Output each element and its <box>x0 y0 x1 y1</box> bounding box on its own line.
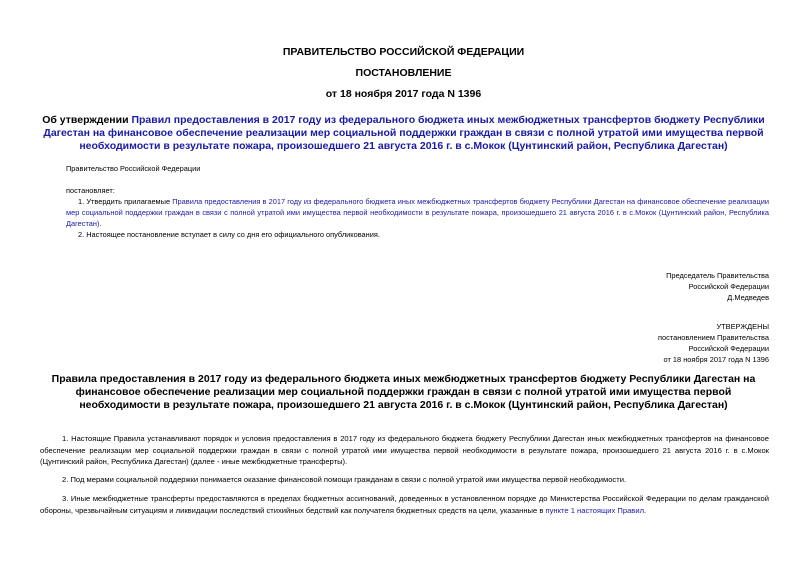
document-title <box>28 114 779 153</box>
rule-3-link[interactable]: пункте 1 настоящих Правил <box>545 505 645 515</box>
title-link[interactable]: Правил предоставления в 2017 году из федерального бюджета иных межбюджетных трансфертов бюджету Республики Дагестан на финансовое обеспечение реализации мер социальной поддержки граждан в связи с полной утратой ими имущества первой необходимости в результате пожара, произошедшего 21 августа 2016 г. в с.Мокок (Цунтинский район, Республика Дагестан) <box>43 114 765 152</box>
date-number-heading: от 18 ноября 2017 года N 1396 <box>325 88 482 100</box>
signature-position-1: Председатель Правительства <box>666 271 769 280</box>
approved-line-4: от 18 ноября 2017 года N 1396 <box>663 355 769 364</box>
clause-1-suffix: . <box>99 219 102 228</box>
signature-name: Д.Медведев <box>727 293 769 302</box>
intro-actor: Правительство Российской Федерации <box>66 164 201 173</box>
clause-2: 2. Настоящее постановление вступает в силу со дня его официального опубликования. <box>78 230 380 239</box>
doc-type-heading: ПОСТАНОВЛЕНИЕ <box>355 67 452 79</box>
intro-decides: постановляет: <box>66 186 115 195</box>
government-heading: ПРАВИТЕЛЬСТВО РОССИЙСКОЙ ФЕДЕРАЦИИ <box>282 46 525 58</box>
rule-3-suffix: . <box>644 505 647 515</box>
rule-1: 1. Настоящие Правила устанавливают порядок и условия предоставления в 2017 году из федерального бюджета бюджету Республики Дагестан иных межбюджетных трансфертов на финансовое обеспечение реализации мер социальной поддержки граждан в связи с полной утратой ими имущества первой необходимости в результате пожара, произошедшего 21 августа 2016 г. в с.Мокок (Цунтинский район, Республика Дагестан) (далее - иные межбюджетные трансферты). <box>40 434 769 466</box>
approved-line-3: Российской Федерации <box>688 344 769 353</box>
approved-line-2: постановлением Правительства <box>658 333 769 342</box>
clause-1-prefix: 1. Утвердить прилагаемые <box>78 197 173 206</box>
rule-3-prefix: 3. Иные межбюджетные трансферты предоставляются в пределах бюджетных ассигнований, доведенных в установленном порядке до Министерства Российской Федерации по делам гражданской обороны, чрезвычайным ситуациям и ликвидации последствий стихийных бедствий как получателя бюджетных средств на цели, указанные в <box>40 494 769 515</box>
title-prefix: Об утверждении <box>42 114 132 126</box>
signature-position-2: Российской Федерации <box>688 282 769 291</box>
approved-line-1: УТВЕРЖДЕНЫ <box>716 322 769 331</box>
clause-1-link[interactable]: Правила предоставления в 2017 году из федерального бюджета иных межбюджетных трансфертов бюджету Республики Дагестан на финансовое обеспечение реализации мер социальной поддержки граждан в связи с полной утратой ими имущества первой необходимости в результате пожара, произошедшего 21 августа 2016 г. в с.Мокок (Цунтинский район, Республика Дагестан) <box>66 197 769 228</box>
rule-3 <box>40 493 769 516</box>
rule-2: 2. Под мерами социальной поддержки понимается оказание финансовой помощи гражданам в связи с полной утратой ими имущества первой необходимости. <box>62 475 627 484</box>
clause-1 <box>66 196 769 229</box>
rules-title: Правила предоставления в 2017 году из федерального бюджета иных межбюджетных трансфертов бюджету Республики Дагестан на финансовое обеспечение реализации мер социальной поддержки граждан в связи с полной утратой ими имущества первой необходимости в результате пожара, произошедшего 21 августа 2016 г. в с.Мокок (Цунтинский район, Республика Дагестан) <box>51 373 756 411</box>
